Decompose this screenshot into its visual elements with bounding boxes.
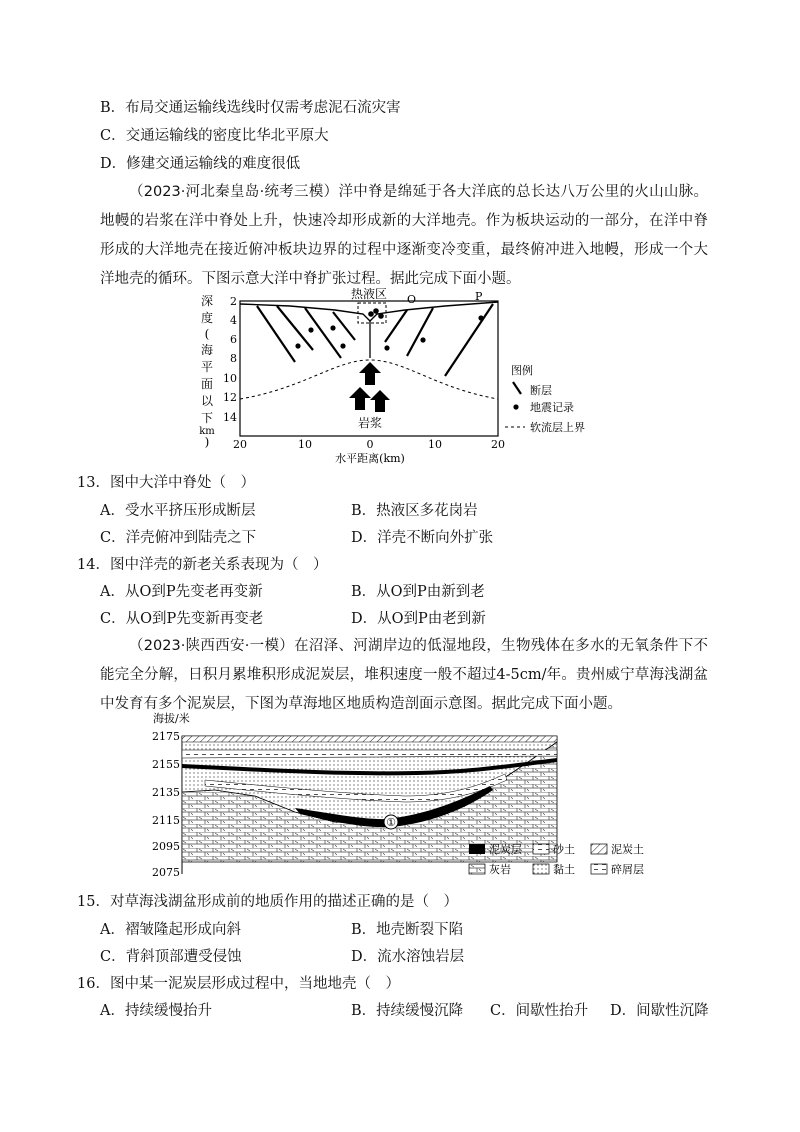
q16-stem: 16．图中某一泥炭层形成过程中，当地地壳（ ） [77, 976, 400, 992]
marker-1-label: ① [386, 816, 396, 829]
y-tick-label: 10 [223, 372, 237, 385]
x-tick-label: 10 [298, 438, 312, 451]
legend-quake-label: 地震记录 [530, 401, 574, 414]
ylabel-char: 下 [200, 411, 214, 425]
legend-peatsoil-label: 泥炭土 [611, 843, 644, 856]
y-tick-label: 4 [230, 314, 237, 327]
q14-option-b[interactable]: B．从O到P由新到老 [351, 584, 485, 600]
legend-title: 图例 [511, 364, 533, 377]
y-tick-label: 6 [230, 333, 237, 346]
q13-option-a[interactable]: A．受水平挤压形成断层 [100, 503, 256, 519]
q13-option-b[interactable]: B．热液区多花岗岩 [351, 503, 478, 519]
seafloor-profile [240, 302, 498, 321]
figure-1-ylabel [199, 294, 215, 449]
option-letter: B． [100, 100, 126, 116]
y-tick-label: 2155 [152, 758, 180, 771]
y-tick-label: 2115 [152, 814, 180, 827]
x-tick-label: 0 [366, 438, 374, 451]
ylabel-char: 度 [200, 311, 214, 325]
legend-peat-label: 泥炭层 [489, 843, 522, 856]
option-c-line [100, 126, 329, 146]
quake-dot [330, 325, 335, 330]
fault-line [333, 312, 355, 340]
y-tick-label: 2095 [152, 840, 180, 853]
ylabel-char: 深 [200, 294, 214, 308]
q15-option-d[interactable]: D．流水溶蚀岩层 [351, 949, 465, 965]
q16-option-d[interactable]: D．间歇性沉降 [610, 1003, 709, 1019]
label-o: O [407, 293, 417, 306]
option-text: 交通运输线的密度比华北平原大 [125, 128, 329, 144]
legend-debris-swatch [591, 864, 607, 874]
legend-sand-label: 砂土 [553, 843, 575, 856]
y-tick-label: 2 [230, 295, 237, 308]
figure-2-ylabel: 海拔/米 [153, 712, 190, 725]
legend-sand-swatch [533, 844, 549, 854]
q14-option-a[interactable]: A．从O到P先变老再变新 [100, 584, 263, 600]
y-tick-label: 2075 [152, 866, 180, 879]
faults [257, 304, 493, 376]
arrow-up-icon [349, 387, 371, 410]
option-text: 修建交通运输线的难度很低 [126, 156, 301, 172]
figure-1-xlabel: 水平距离(km) [335, 452, 405, 465]
legend-fault-symbol [513, 382, 521, 394]
passage-2-source: （2023·陕西西安·一模） [129, 638, 295, 654]
label-p: P [475, 290, 483, 303]
quake-dot [295, 343, 300, 348]
legend-fault-label: 断层 [530, 384, 552, 397]
q16-option-c[interactable]: C．间歇性抬升 [490, 1003, 589, 1019]
option-letter: D． [100, 156, 127, 172]
y-tick-label: 12 [223, 391, 237, 404]
ylabel-char: 以 [200, 394, 214, 408]
q15-option-a[interactable]: A．褶皱隆起形成向斜 [100, 922, 241, 938]
earthquake-records [295, 308, 483, 350]
q14-option-d[interactable]: D．从O到P由老到新 [351, 611, 486, 627]
quake-dot [368, 311, 374, 317]
passage-2-text: 在沼泽、河湖岸边的低湿地段，生物残体在多水的无氧条件下不能完全分解，日积月累堆积形成泥炭层，堆积速度一般不超过4-5cm/年。贵州威宁草海浅湖盆中发育有多个泥炭层，下图为草海地区地质构造剖面示意图。据此完成下面小题。 [100, 638, 708, 712]
figure-2-y-ticks [152, 730, 180, 879]
legend-clay-label: 黏土 [553, 863, 575, 876]
label-hydrothermal: 热液区 [351, 288, 388, 301]
arrow-up-icon [359, 362, 381, 385]
ylabel-char: km [199, 426, 215, 437]
q15-stem: 15．对草海浅湖盆形成前的地质作用的描述正确的是（ ） [77, 894, 458, 910]
q15-option-c[interactable]: C．背斜顶部遭受侵蚀 [100, 949, 242, 965]
fault-line [445, 304, 493, 376]
ylabel-char: ( [204, 327, 210, 341]
quake-dot [384, 345, 389, 350]
option-b-line [100, 98, 401, 118]
legend-quake-symbol [513, 404, 518, 409]
legend-clay-swatch [533, 864, 549, 874]
legend-limestone-label: 灰岩 [489, 863, 511, 876]
y-tick-label: 14 [223, 411, 237, 424]
ylabel-char: 海 [200, 343, 214, 357]
q14-stem: 14．图中洋壳的新老关系表现为（ ） [77, 557, 328, 573]
y-tick-label: 2135 [152, 786, 180, 799]
legend-peat-swatch [469, 844, 485, 854]
figure-1-legend [505, 363, 585, 434]
q15-option-b[interactable]: B．地壳断裂下陷 [351, 922, 464, 938]
x-tick-label: 10 [428, 438, 442, 451]
legend-soft-label: 软流层上界 [530, 421, 585, 434]
option-text: 布局交通运输线选线时仅需考虑泥石流灾害 [125, 100, 401, 116]
legend-limestone-swatch [469, 864, 485, 874]
ylabel-char: ) [204, 435, 210, 449]
legend-debris-label: 碎屑层 [611, 863, 644, 876]
quake-dot [420, 337, 425, 342]
q13-stem: 13．图中大洋中脊处（ ） [77, 475, 255, 491]
quake-dot [378, 313, 384, 319]
magma-arrows [349, 362, 390, 412]
ylabel-char: 面 [200, 377, 214, 391]
figure-1-y-ticks [223, 295, 237, 424]
quake-dot [308, 327, 313, 332]
arrow-up-icon [370, 390, 390, 412]
q16-option-a[interactable]: A．持续缓慢抬升 [100, 1003, 212, 1019]
passage-1 [100, 178, 708, 294]
quake-dot [340, 343, 345, 348]
q14-option-c[interactable]: C．从O到P先变新再变老 [100, 611, 264, 627]
option-d-line [100, 154, 300, 174]
y-tick-label: 2175 [152, 730, 180, 743]
legend-peatsoil-swatch [591, 844, 607, 854]
peat-soil-layer [182, 736, 557, 742]
figure-1-x-ticks [233, 438, 505, 451]
label-magma: 岩浆 [357, 416, 383, 430]
q13-option-c[interactable]: C．洋壳俯冲到陆壳之下 [100, 530, 257, 546]
passage-1-source: （2023·河北秦皇岛·统考三模） [129, 184, 339, 200]
quake-dot [373, 308, 379, 314]
quake-dot [478, 315, 483, 320]
x-tick-label: 20 [491, 438, 505, 451]
ylabel-char: 平 [200, 360, 214, 374]
fault-line [257, 306, 295, 362]
x-tick-label: 20 [233, 438, 247, 451]
fault-line [407, 308, 433, 356]
figure-caohai-section [145, 712, 665, 882]
y-tick-label: 8 [230, 352, 237, 365]
passage-1-text: 洋中脊是绵延于各大洋底的总长达八万公里的火山山脉。地幔的岩浆在洋中脊处上升，快速冷却形成新的大洋地壳。作为板块运动的一部分，在洋中脊形成的大洋地壳在接近俯冲板块边界的过程中逐渐变冷变重，最终俯冲进入地幔，形成一个大洋地壳的循环。下图示意大洋中脊扩张过程。据此完成下面小题。 [100, 184, 709, 287]
fault-line [385, 310, 407, 342]
passage-2 [100, 632, 708, 719]
q16-option-b[interactable]: B．持续缓慢沉降 [351, 1003, 464, 1019]
option-letter: C． [100, 128, 126, 144]
figure-mid-ocean-ridge [195, 288, 645, 466]
q13-option-d[interactable]: D．洋壳不断向外扩张 [351, 530, 494, 546]
